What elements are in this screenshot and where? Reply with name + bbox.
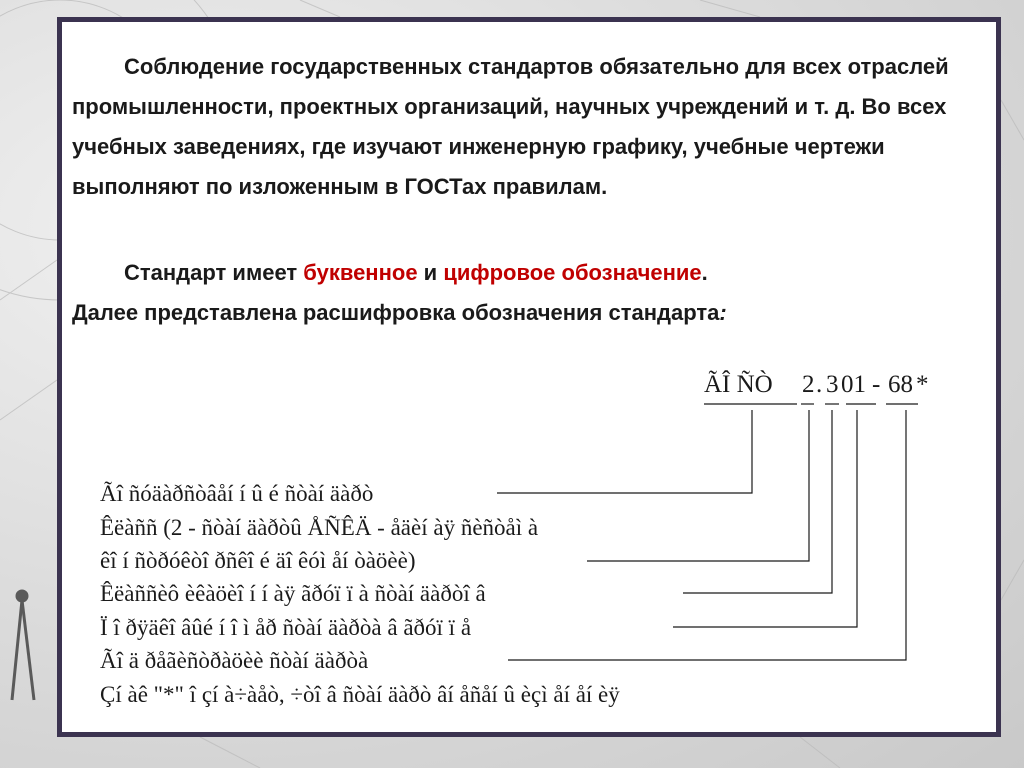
legend-class: Êëàññ (2 - ñòàí äàðòû ÅÑÊÄ - åäèí àÿ ñèñòåì à xyxy=(100,515,539,540)
legend-registration-year: Ãî ä ðåãèñòðàöèè ñòàí äàðòà xyxy=(100,648,369,673)
code-year: 68 xyxy=(888,371,913,398)
desc-text-3: . xyxy=(701,260,708,285)
code-dot: . xyxy=(816,371,823,398)
desc-text-1: Стандарт имеет xyxy=(124,260,304,285)
legend-lines xyxy=(100,481,620,707)
decoding-intro-text: Далее представлена расшифровка обозначения стандарта xyxy=(72,300,720,325)
intro-text: Соблюдение государственных стандартов обязательно для всех отраслей промышленности, проектных организаций, научных учреждений и т. д. Во всех учебных заведениях, где изучают инженерную графику, учебные чертежи выполняют по изложенным в ГОСТах правилам. xyxy=(72,54,949,199)
legend-asterisk-note: Çí àê "*" î çí à÷àåò, ÷òî â ñòàí äàðò âí åñåí û èçì åí åí èÿ xyxy=(100,682,620,707)
legend-classification-group: Êëàññèô èêàöèî í í àÿ ãðóï ï à ñòàí äàðòî â xyxy=(100,581,486,606)
code-number: 01 xyxy=(841,371,866,398)
leader-serial-number xyxy=(673,410,857,627)
code-star: * xyxy=(916,371,929,398)
legend-class-continued: êî í ñòðóêòî ðñêî é äî êóì åí òàöèè) xyxy=(100,548,416,573)
leader-classification-group xyxy=(683,410,832,593)
code-letters: ÃÎ ÑÒ xyxy=(704,371,773,398)
leader-class xyxy=(587,410,809,561)
desc-text-2: и xyxy=(417,260,444,285)
code-dash: - xyxy=(872,371,881,398)
code-class-digit: 2 xyxy=(802,371,815,398)
letter-designation-highlight: буквенное xyxy=(303,260,418,285)
leader-lines xyxy=(497,410,906,660)
leader-registration-year xyxy=(508,410,906,660)
legend-serial-number: Ï î ðÿäêî âûé í î ì åð ñòàí äàðòà â ãðóï ï å xyxy=(100,615,472,640)
code-group-digit: 3 xyxy=(826,371,839,398)
legend-state-standard: Ãî ñóäàðñòâåí í û é ñòàí äàðò xyxy=(100,481,374,506)
decoding-intro-colon: : xyxy=(719,300,727,325)
standard-code xyxy=(704,370,929,398)
digit-designation-highlight: цифровое обозначение xyxy=(443,260,702,285)
leader-state-standard xyxy=(497,410,752,493)
